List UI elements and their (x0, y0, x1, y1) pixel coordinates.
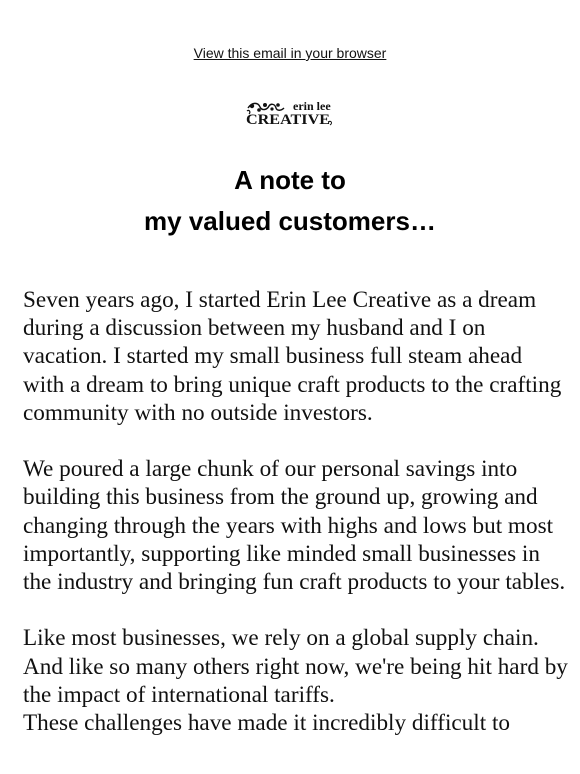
paragraph-3: Like most businesses, we rely on a global supply chain. And like so many others right now, we're being hit hard by the impact of international tariffs. (23, 625, 568, 708)
preheader (0, 44, 580, 62)
logo-text-bottom: CREATIVE (246, 112, 330, 128)
letter-body (23, 286, 568, 737)
logo-text-top: erin lee (293, 99, 331, 113)
paragraph-1: Seven years ago, I started Erin Lee Creative as a dream during a discussion between my husband and I on vacation. I started my small business full steam ahead with a dream to bring unique craft products to the crafting community with no outside investors. (23, 287, 562, 426)
view-in-browser-link[interactable]: View this email in your browser (193, 45, 387, 61)
paragraph-2: We poured a large chunk of our personal savings into building this business from the ground up, growing and changing through the years with highs and lows but most importantly, supporting like minded small businesses in the industry and bringing fun craft products to your tables. (23, 456, 566, 596)
title-line-1: A note to (234, 165, 346, 195)
title-line-2: my valued customers… (144, 206, 436, 236)
brand-logo (240, 96, 340, 130)
paragraph-4: These challenges have made it incredibly difficult to (23, 710, 510, 737)
logo-graphic (240, 96, 340, 130)
page-title (0, 160, 580, 242)
